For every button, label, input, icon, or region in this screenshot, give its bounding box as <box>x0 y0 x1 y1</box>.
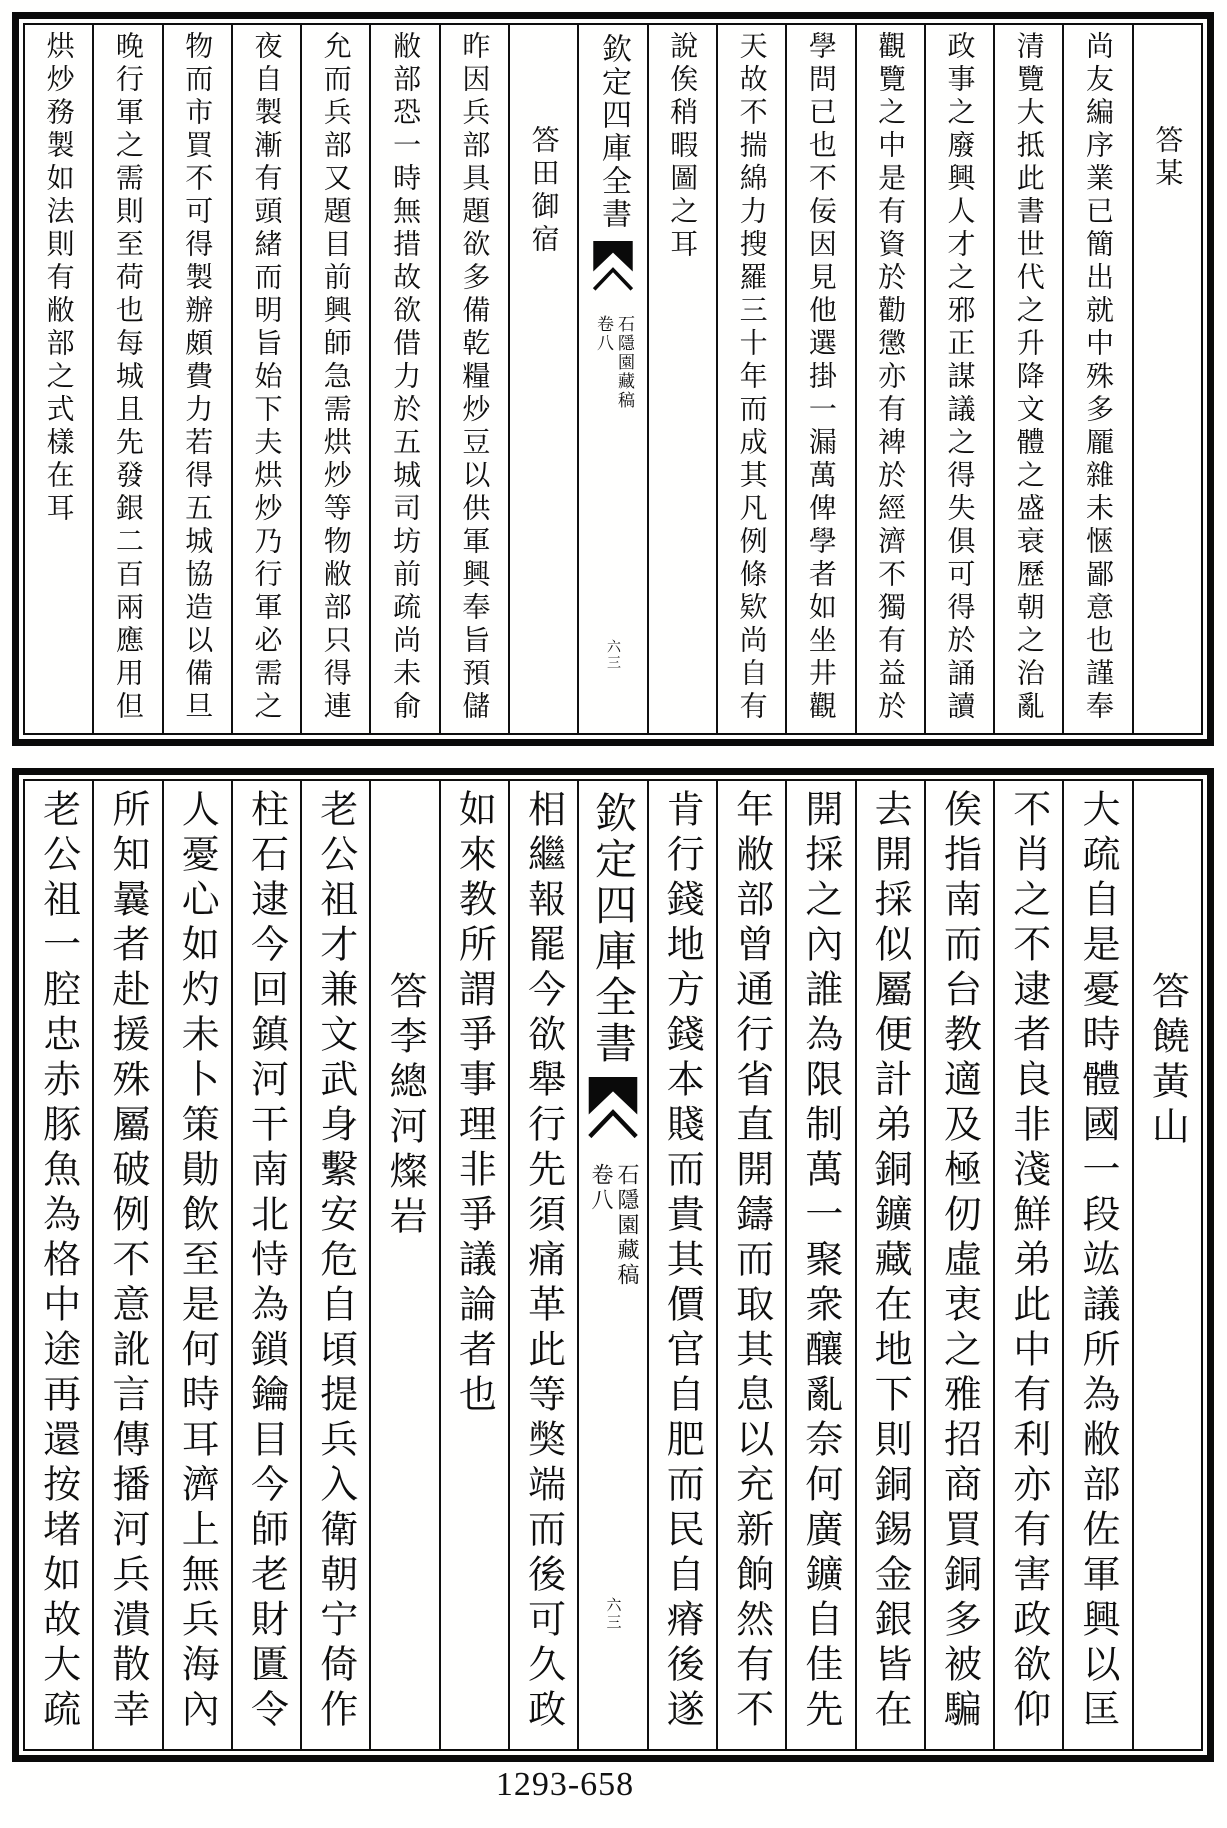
text-column <box>231 781 300 1749</box>
folio-number: 六三 <box>604 639 621 671</box>
work-title-group <box>594 315 632 410</box>
text-column <box>25 781 92 1749</box>
text-column <box>1062 781 1131 1749</box>
text-column <box>924 781 993 1749</box>
column-text: 天故不揣綿力搜羅三十年而成其凡例條欵尚自有 <box>735 31 769 724</box>
text-column <box>993 781 1062 1749</box>
folio-number: 六三 <box>604 1597 623 1631</box>
column-text: 尚友編序業已簡出就中殊多龎雜未愜鄙意也謹奉 <box>1082 31 1116 724</box>
column-text: 不肖之不逮者良非淺鮮弟此中有利亦有害政欲仰 <box>1006 789 1051 1734</box>
text-column <box>647 781 716 1749</box>
series-title: 欽定四庫全書 <box>588 791 638 1067</box>
text-column <box>508 781 577 1749</box>
column-text: 年敝部曾通行省直開鑄而取其息以充新餉然有不 <box>729 789 774 1734</box>
column-text: 所知曩者赴援殊屬破例不意訛言傳播河兵潰散幸 <box>105 789 150 1734</box>
column-text: 允而兵部又題目前興師急需烘炒等物敝部只得連 <box>319 31 353 724</box>
top-folio-block <box>12 12 1214 746</box>
column-text: 昨因兵部具題欲多備乾糧炒豆以供軍興奉旨預儲 <box>458 31 492 724</box>
text-column <box>231 25 300 733</box>
column-text: 敝部恐一時無措故欲借力於五城司坊前疏尚未俞 <box>389 31 423 724</box>
text-column <box>993 25 1062 733</box>
text-column <box>300 25 369 733</box>
text-column <box>162 781 231 1749</box>
column-text: 政事之廢興人才之邪正謀議之得失俱可得於誦讀 <box>943 31 977 724</box>
work-title: 石隱園藏稿 <box>613 315 634 410</box>
letter-title-column <box>1132 781 1201 1749</box>
column-text: 夜自製漸有頭緒而明旨始下夫烘炒乃行軍必需之 <box>250 31 284 724</box>
letter-title-column <box>508 25 577 733</box>
series-title: 欽定四庫全書 <box>595 33 631 231</box>
text-column <box>855 25 924 733</box>
column-text: 俟指南而台教適及極仞虛衷之雅招商買銅多被騙 <box>937 789 982 1734</box>
juan-label: 卷八 <box>592 315 613 353</box>
work-title: 石隱園藏稿 <box>613 1163 639 1288</box>
text-column <box>92 25 161 733</box>
text-column <box>647 25 716 733</box>
column-text: 肯行錢地方錢本賤而貴其價官自肥而民自瘠後遂 <box>660 789 705 1734</box>
letter-title: 答李總河燦岩 <box>383 971 428 1241</box>
letter-title-column <box>369 781 438 1749</box>
text-column <box>716 25 785 733</box>
column-text: 觀覽之中是有資於勸懲亦有裨於經濟不獨有益於 <box>874 31 908 724</box>
column-text: 學問已也不佞因見他選掛一漏萬俾學者如坐井觀 <box>804 31 838 724</box>
top-folio-columns <box>23 23 1203 735</box>
column-text: 大疏自是憂時體國一段竑議所為敝部佐軍興以匡 <box>1076 789 1121 1734</box>
column-text: 柱石逮今回鎮河干南北恃為鎖鑰目今師老財匱令 <box>244 789 289 1734</box>
column-text: 物而市買不可得製辦頗費力若得五城協造以備旦 <box>181 31 215 724</box>
fishtail-ornament-icon <box>591 241 635 293</box>
bottom-folio-block <box>12 768 1214 1762</box>
column-text: 晚行軍之需則至荷也每城且先發銀二百兩應用但 <box>111 31 145 724</box>
letter-title: 答田御宿 <box>527 125 561 257</box>
banxin-column <box>577 781 646 1749</box>
column-text: 清覽大抵此書世代之升降文體之盛衰歷朝之治亂 <box>1012 31 1046 724</box>
column-text: 相繼報罷今欲舉行先須痛革此等獘端而後可久政 <box>521 789 566 1734</box>
text-column <box>439 25 508 733</box>
column-text: 人憂心如灼未卜策勛飲至是何時耳濟上無兵海內 <box>175 789 220 1734</box>
text-column <box>439 781 508 1749</box>
text-column <box>25 25 92 733</box>
column-text: 烘炒務製如法則有敝部之式樣在耳 <box>42 31 76 526</box>
text-column <box>300 781 369 1749</box>
text-column <box>162 25 231 733</box>
bottom-folio-columns <box>23 779 1203 1751</box>
text-column <box>855 781 924 1749</box>
letter-title: 答饒黃山 <box>1145 971 1190 1151</box>
letter-title-column <box>1132 25 1201 733</box>
column-text: 去開採似屬便計弟銅鑛藏在地下則銅錫金銀皆在 <box>868 789 913 1734</box>
text-column <box>92 781 161 1749</box>
text-column <box>1062 25 1131 733</box>
catalog-number: 1293-658 <box>495 1766 635 1803</box>
work-title-group <box>589 1163 637 1288</box>
fishtail-ornament-icon <box>586 1077 640 1141</box>
column-text: 開採之內誰為限制萬一聚衆釀亂奈何廣鑛自佳先 <box>798 789 843 1734</box>
text-column <box>369 25 438 733</box>
banxin-column <box>577 25 646 733</box>
text-column <box>924 25 993 733</box>
column-text: 老公祖才兼文武身繫安危自頃提兵入衛朝宁倚作 <box>313 789 358 1734</box>
juan-label: 卷八 <box>587 1163 613 1213</box>
column-text: 老公祖一腔忠赤豚魚為格中途再還按堵如故大疏 <box>36 789 81 1734</box>
column-text: 說俟稍暇圖之耳 <box>666 31 700 262</box>
letter-title: 答某 <box>1151 125 1185 191</box>
text-column <box>716 781 785 1749</box>
column-text: 如來教所謂爭事理非爭議論者也 <box>452 789 497 1419</box>
text-column <box>785 781 854 1749</box>
text-column <box>785 25 854 733</box>
